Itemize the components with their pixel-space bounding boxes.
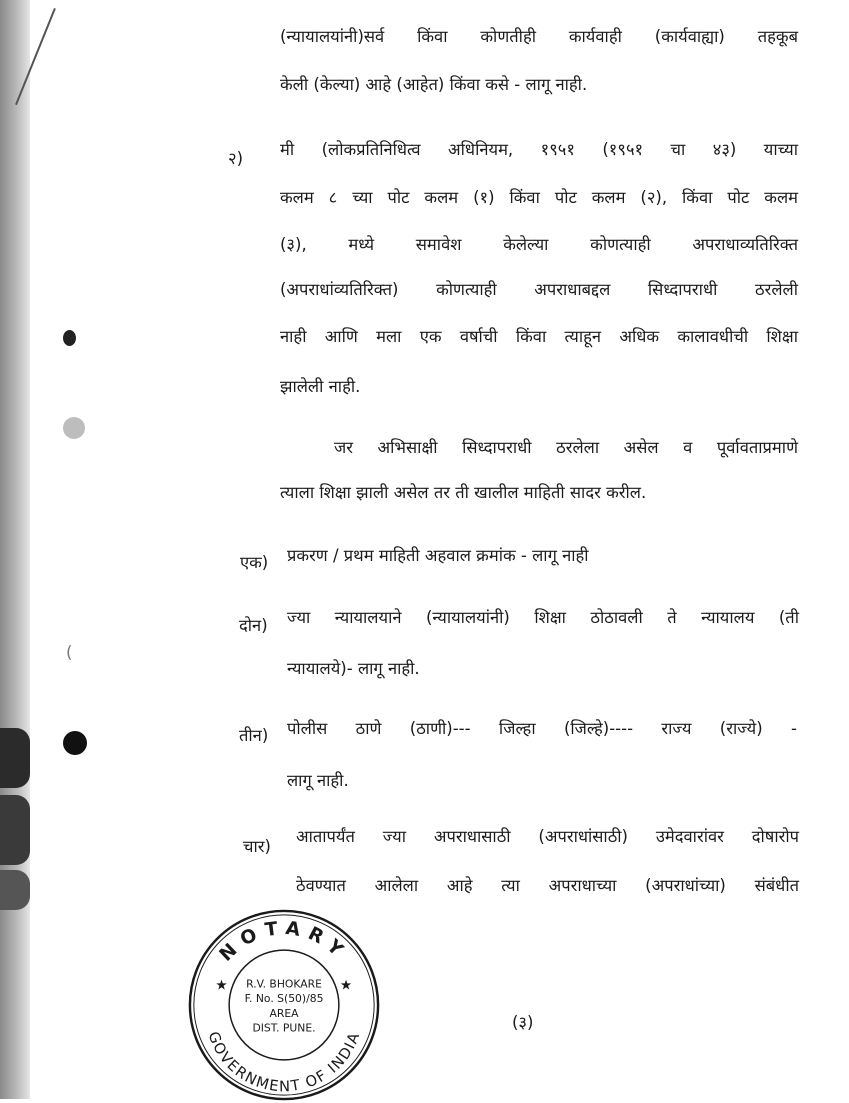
text-line: ज्या न्यायालयाने (न्यायालयांनी) शिक्षा ठोठावली ते न्यायालय (ती	[287, 608, 799, 627]
text-line: (अपराधांव्यतिरिक्त) कोणत्याही अपराधाबद्दल सिध्दापराधी ठरलेली	[280, 280, 798, 299]
punch-hole	[63, 417, 85, 439]
text-line: प्रकरण / प्रथम माहिती अहवाल क्रमांक - लागू नाही	[287, 546, 589, 565]
text-line: आतापर्यंत ज्या अपराधासाठी (अपराधांसाठी) उमेदवारांवर दोषारोप	[296, 827, 799, 846]
text-line: (न्यायालयांनी)सर्व किंवा कोणतीही कार्यवाही (कार्यवाह्या) तहकूब	[280, 27, 798, 46]
text-line: ठेवण्यात आलेला आहे त्या अपराधाच्या (अपराधांच्या) संबंधीत	[296, 876, 799, 895]
item-number: दोन)	[239, 616, 268, 635]
punch-hole	[63, 731, 87, 755]
text-line: नाही आणि मला एक वर्षाची किंवा त्याहून अधिक कालावधीची शिक्षा	[280, 327, 798, 346]
text-line: केली (केल्या) आहे (आहेत) किंवा कसे - लागू नाही.	[280, 75, 588, 94]
text-line: (३), मध्ये समावेश केलेल्या कोणत्याही अपराधाव्यतिरिक्त	[280, 235, 798, 254]
text-line: मी (लोकप्रतिनिधित्व अधिनियम, १९५१ (१९५१ चा ४३) याच्या	[280, 140, 798, 159]
stamp-bottom-text: GOVERNMENT OF INDIA	[204, 1029, 364, 1096]
punch-hole	[63, 330, 76, 346]
scan-shadow-middle	[0, 795, 30, 865]
stamp-star-icon: ★	[339, 977, 353, 994]
stamp-top-text: NOTARY	[215, 917, 353, 966]
svg-text:GOVERNMENT OF INDIA	[204, 1029, 363, 1095]
item-number: चार)	[243, 837, 271, 856]
stray-mark: (	[66, 643, 73, 662]
text-line: त्याला शिक्षा झाली असेल तर ती खालील माहिती सादर करील.	[280, 483, 647, 502]
stamp-area: AREA	[269, 1006, 299, 1020]
item-number: एक)	[240, 553, 269, 572]
notary-stamp	[186, 907, 382, 1103]
scan-shadow-top	[0, 728, 30, 788]
scan-margin	[0, 0, 30, 1099]
stamp-district: DIST. PUNE.	[252, 1021, 316, 1035]
text-line: न्यायालये)- लागू नाही.	[287, 659, 420, 678]
stamp-name: R.V. BHOKARE	[246, 977, 322, 991]
text-line: पोलीस ठाणे (ठाणी)--- जिल्हा (जिल्हे)---- राज्य (राज्ये) -	[287, 719, 797, 738]
stamp-star-icon: ★	[215, 977, 228, 994]
text-line: जर अभिसाक्षी सिध्दापराधी ठरलेला असेल व पूर्वावताप्रमाणे	[334, 438, 798, 457]
text-line: झालेली नाही.	[280, 377, 361, 396]
stamp-file-no: F. No. S(50)/85	[244, 992, 324, 1006]
text-line: कलम ८ च्या पोट कलम (१) किंवा पोट कलम (२), किंवा पोट कलम	[280, 188, 798, 207]
text-line: लागू नाही.	[287, 771, 349, 790]
scan-shadow-bottom	[0, 870, 30, 910]
item-number: तीन)	[239, 726, 269, 745]
page-number: (३)	[512, 1013, 534, 1032]
item-number: २)	[228, 149, 244, 168]
